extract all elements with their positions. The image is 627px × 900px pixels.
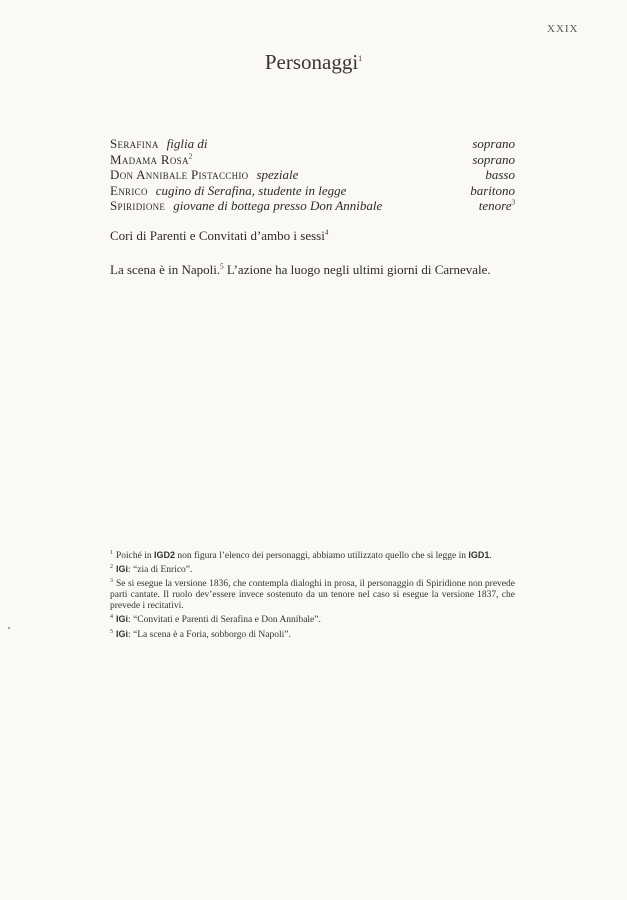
footnote-number: 5 (110, 628, 113, 635)
cast-list (110, 136, 515, 214)
role-name: Madama Rosa (110, 151, 189, 167)
footnote-siglum: IGi (116, 628, 129, 639)
footnote-5 (110, 627, 515, 641)
footnote-text: . (489, 551, 492, 562)
role-name: Serafina (110, 136, 159, 151)
role-description: speziale (256, 167, 299, 182)
voice-type: soprano (472, 136, 515, 151)
page-number: XXIX (547, 23, 579, 35)
page-title (0, 50, 627, 75)
cast-row-madama-rosa (110, 152, 515, 168)
title-footnote-ref: 1 (358, 54, 363, 63)
footnote-ref: 5 (220, 262, 224, 271)
footnote-ref: 4 (324, 228, 329, 237)
role-name: Spiridione (110, 198, 166, 213)
cast-row-serafina (110, 136, 515, 152)
footnote-number: 3 (110, 578, 113, 585)
footnote-text: : “Convitati e Parenti di Serafina e Don Annibale”. (128, 615, 321, 626)
voice-type: baritono (470, 182, 515, 198)
margin-mark (8, 627, 10, 629)
voice-type (479, 198, 515, 214)
footnote-text: Poiché in (116, 551, 154, 562)
role-description: giovane di bottega presso Don Annibale (173, 198, 383, 213)
footnote-text: : “La scena è a Foria, sobborgo di Napoli”. (128, 629, 291, 640)
setting-line (110, 262, 491, 278)
voice-type: basso (485, 167, 515, 182)
role-name: Enrico (110, 182, 148, 198)
chorus-text: Cori di Parenti e Convitati d’ambo i sessi (110, 228, 325, 243)
footnote-text: non figura l’elenco dei personaggi, abbiamo utilizzato quello che si legge in (175, 551, 469, 562)
footnote-text: Se si esegue la versione 1836, che contempla dialoghi in prosa, il personaggio di Spiridione non prevede parti cantate. Il ruolo dev’essere invece sostenuto da un tenore nel caso si esegue la versione 1837, che prevede i recitativi. (110, 579, 515, 612)
footnote-siglum: IGi (116, 614, 129, 625)
voice-text: tenore (478, 198, 512, 213)
footnote-siglum: IGD1 (468, 550, 490, 561)
footnote-4 (110, 612, 515, 626)
footnotes (110, 548, 515, 641)
title-text: Personaggi (264, 50, 359, 74)
role-description: figlia di (166, 136, 208, 151)
footnote-3 (110, 576, 515, 612)
footnote-number: 1 (110, 550, 113, 556)
setting-text-b: L’azione ha luogo negli ultimi giorni di Carnevale. (223, 262, 491, 277)
footnote-ref: 3 (511, 198, 515, 207)
footnote-text: : “zia di Enrico”. (128, 565, 193, 576)
voice-type: soprano (472, 151, 515, 167)
footnote-siglum: IGi (116, 564, 129, 575)
footnote-2 (110, 562, 515, 576)
footnote-number: 4 (110, 614, 113, 621)
role-description: cugino di Serafina, studente in legge (155, 182, 347, 198)
cast-row-enrico (110, 183, 515, 199)
footnote-number: 2 (110, 564, 113, 571)
footnote-ref: 2 (188, 152, 193, 161)
cast-row-spiridione (110, 198, 515, 214)
chorus-line (110, 228, 328, 244)
footnote-siglum: IGD2 (154, 550, 176, 561)
footnote-1 (110, 548, 515, 562)
role-name: Don Annibale Pistacchio (110, 167, 249, 182)
cast-row-don-annibale (110, 167, 515, 183)
setting-text-a: La scena è in Napoli. (110, 262, 221, 277)
